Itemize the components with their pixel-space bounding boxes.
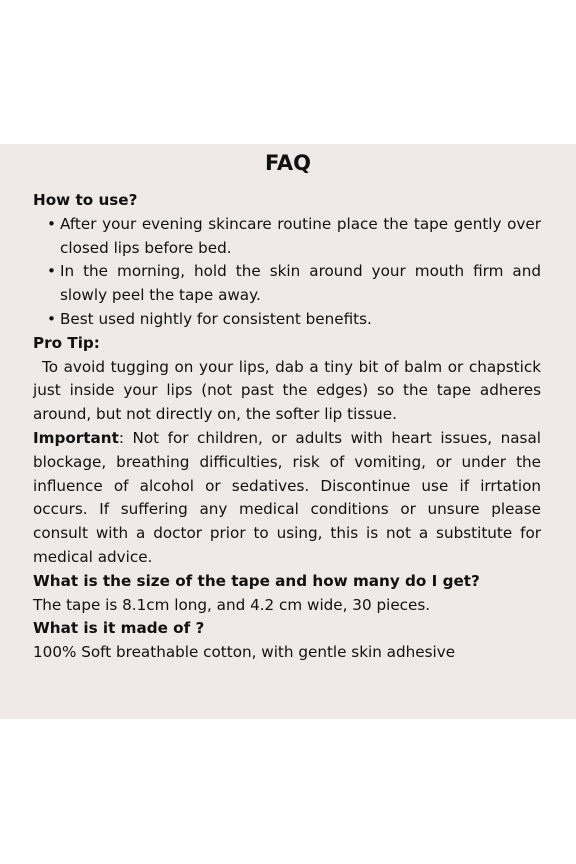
material-heading: What is it made of ? [33, 619, 205, 638]
important-text: : Not for children, or adults with heart issues, nasal blockage, breathing difficulties, risk of vomiting, or under the influence of alcohol or sedatives. Discontinue use if irrtation occurs. If suffering any medical conditions or unsure please consult with a doctor prior to using, this is not a substitute for medical advice. [33, 428, 541, 566]
pro-tip-text: To avoid tugging on your lips, dab a tiny bit of balm or chapstick just inside your lips (not past the edges) so the tape adheres around, but not directly on, the softer lip tissue. [33, 357, 541, 424]
how-to-use-heading: How to use? [33, 191, 138, 209]
important-notice [33, 427, 541, 570]
how-to-use-step-1: • After your evening skincare routine place the tape gently over closed lips before bed. [60, 213, 541, 261]
important-label: Important [33, 428, 119, 447]
faq-content [33, 189, 541, 665]
size-text: The tape is 8.1cm long, and 4.2 cm wide, 30 pieces. [33, 595, 431, 614]
how-to-use-step-3: • Best used nightly for consistent benefits. [60, 308, 541, 332]
pro-tip-heading: Pro Tip: [33, 333, 100, 352]
faq-panel [0, 144, 576, 719]
size-heading: What is the size of the tape and how many do I get? [33, 571, 480, 590]
how-to-use-list [33, 213, 541, 332]
material-text: 100% Soft breathable cotton, with gentle skin adhesive [33, 643, 456, 662]
how-to-use-step-2: • In the morning, hold the skin around your mouth firm and slowly peel the tape away. [60, 260, 541, 308]
faq-title: FAQ [264, 151, 312, 175]
